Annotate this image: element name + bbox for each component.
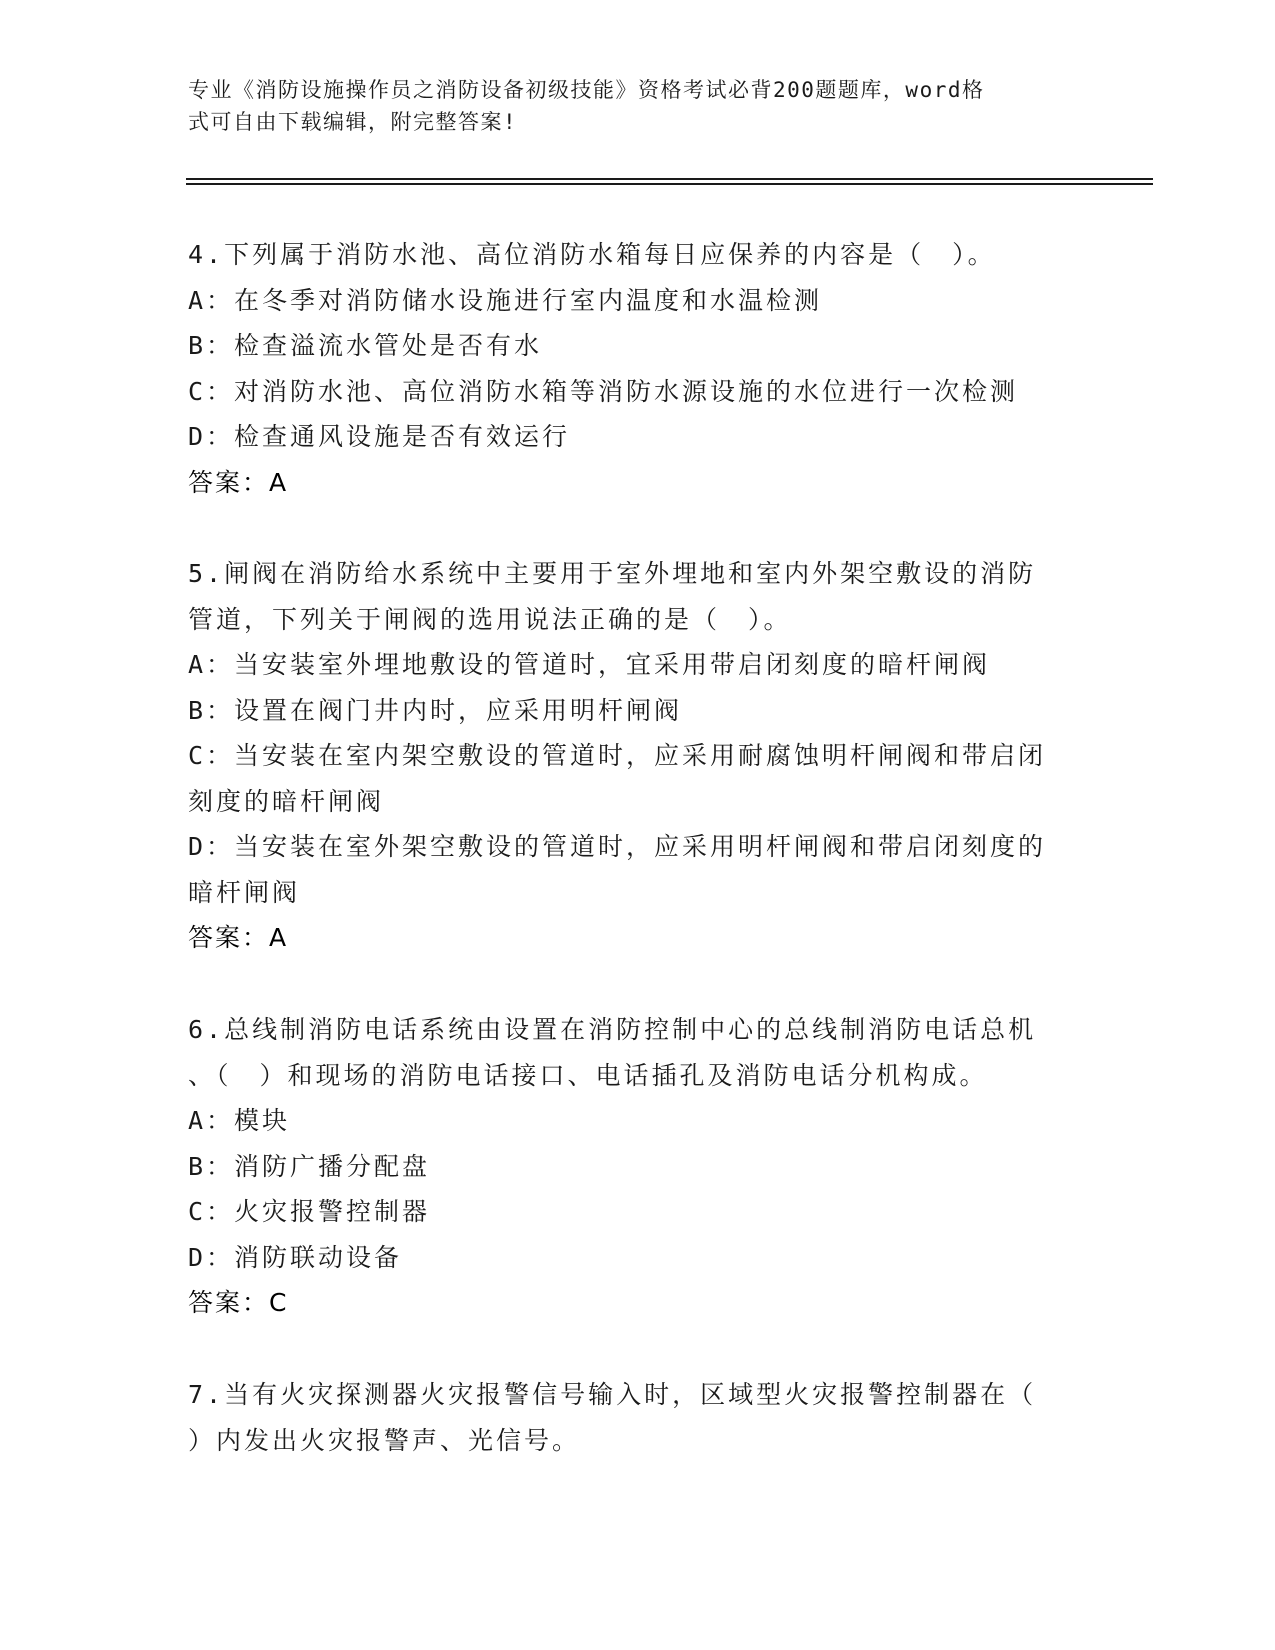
question-stem: 4.下列属于消防水池、高位消防水箱每日应保养的内容是（ ）。 — [188, 240, 996, 269]
question-stem-continued: ）内发出火灾报警声、光信号。 — [188, 1425, 581, 1455]
option-d: D：消防联动设备 — [188, 1242, 403, 1272]
option-b: B：设置在阀门井内时，应采用明杆闸阀 — [188, 695, 683, 725]
answer-line: 答案：C — [188, 1288, 289, 1317]
header-line-1: 专业《消防设施操作员之消防设备初级技能》资格考试必背200题题库，word格 — [188, 78, 985, 102]
header-divider-bottom — [186, 183, 1153, 185]
question-4 — [188, 232, 1068, 505]
option-a: A：模块 — [188, 1106, 291, 1135]
option-c: C：火灾报警控制器 — [188, 1197, 431, 1226]
question-stem: 7.当有火灾探测器火灾报警信号输入时，区域型火灾报警控制器在（ — [188, 1380, 1037, 1409]
question-stem-continued: 、（ ）和现场的消防电话接口、电话插孔及消防电话分机构成。 — [188, 1060, 988, 1090]
question-7 — [188, 1372, 1068, 1463]
option-b: B：消防广播分配盘 — [188, 1151, 431, 1181]
question-5 — [188, 551, 1068, 961]
option-c: C：当安装在室内架空敷设的管道时，应采用耐腐蚀明杆闸阀和带启闭 — [188, 741, 1047, 770]
header-line-2: 式可自由下载编辑，附完整答案! — [188, 110, 518, 134]
document-header — [188, 74, 1068, 138]
option-b: B：检查溢流水管处是否有水 — [188, 331, 543, 360]
answer-line: 答案：A — [188, 923, 289, 952]
header-divider-top — [186, 178, 1153, 180]
option-d-continued: 暗杆闸阀 — [188, 877, 301, 907]
option-d: D：当安装在室外架空敷设的管道时，应采用明杆闸阀和带启闭刻度的 — [188, 832, 1047, 861]
option-c: C：对消防水池、高位消防水箱等消防水源设施的水位进行一次检测 — [188, 376, 1019, 406]
question-stem-continued: 管道，下列关于闸阀的选用说法正确的是（ ）。 — [188, 604, 792, 634]
option-d: D：检查通风设施是否有效运行 — [188, 422, 571, 451]
question-stem: 6.总线制消防电话系统由设置在消防控制中心的总线制消防电话总机 — [188, 1015, 1037, 1044]
question-6 — [188, 1007, 1068, 1326]
option-c-continued: 刻度的暗杆闸阀 — [188, 786, 385, 816]
option-a: A：在冬季对消防储水设施进行室内温度和水温检测 — [188, 285, 823, 315]
option-a: A：当安装室外埋地敷设的管道时，宜采用带启闭刻度的暗杆闸阀 — [188, 650, 991, 679]
answer-line: 答案：A — [188, 467, 289, 497]
question-stem: 5.闸阀在消防给水系统中主要用于室外埋地和室内外架空敷设的消防 — [188, 559, 1037, 588]
